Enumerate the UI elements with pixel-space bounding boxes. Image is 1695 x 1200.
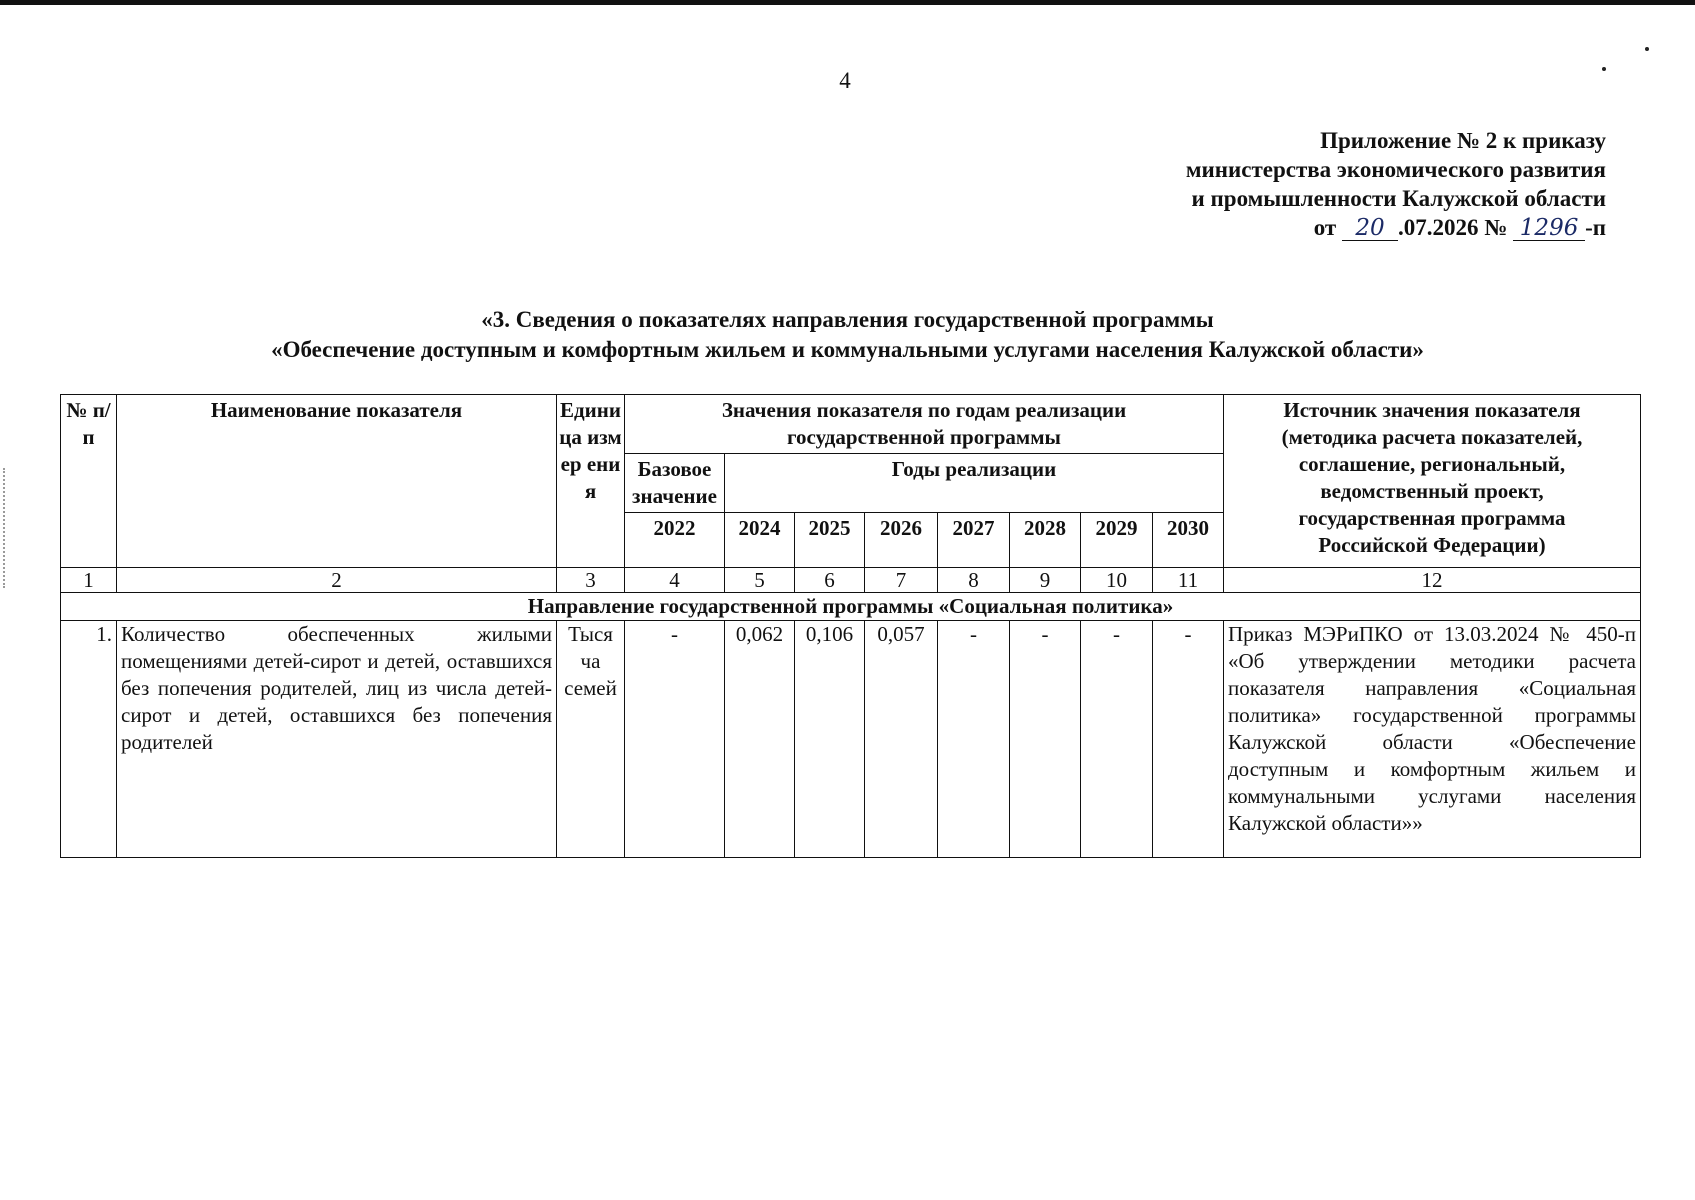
column-number: 5 [725,568,795,593]
indicator-source: Приказ МЭРиПКО от 13.03.2024 № 450-п «Об утверждении методики расчета показателя направления «Социальная политика» государственной программы Калужской области «Обеспечение доступным и комфортным жильем и коммунальными услугами населения Калужской области»» [1224,621,1641,858]
column-number: 3 [557,568,625,593]
appendix-date-prefix: от [1313,215,1337,240]
column-number: 9 [1010,568,1081,593]
header-year: 2025 [795,513,865,568]
column-number-row [61,568,1641,593]
section-title: Направление государственной программы «Социальная политика» [61,593,1641,621]
column-number: 6 [795,568,865,593]
scan-speck [1602,67,1606,71]
header-years-group: Годы реализации [725,454,1224,513]
header-unit: Едини ца измер ения [557,395,625,568]
title-line-2: «Обеспечение доступным и комфортным жильем и коммунальными услугами населения Калужской области» [271,337,1424,362]
header-year: 2029 [1081,513,1153,568]
base-value: - [625,621,725,858]
title-line-1: «3. Сведения о показателях направления государственной программы [481,307,1214,332]
column-number: 8 [938,568,1010,593]
page-number: 4 [839,68,851,93]
appendix-line-2: министерства экономического развития [1185,157,1606,182]
appendix-line-3: и промышленности Калужской области [1191,186,1606,211]
appendix-order-suffix: -п [1585,215,1606,240]
column-number: 4 [625,568,725,593]
row-number: 1. [61,621,117,858]
appendix-line-1: Приложение № 2 к приказу [1320,128,1606,153]
header-year: 2024 [725,513,795,568]
handwritten-order-number: 1296 [1513,216,1585,241]
scan-margin-marks [3,468,7,588]
header-year: 2030 [1153,513,1224,568]
value-2026: 0,057 [865,621,938,858]
handwritten-day: 20 [1342,216,1398,241]
header-row-1 [61,395,1641,454]
header-values-group: Значения показателя по годам реализации государственной программы [625,395,1224,454]
value-2024: 0,062 [725,621,795,858]
header-num: № п/п [61,395,117,568]
column-number: 1 [61,568,117,593]
appendix-date-line [1186,213,1606,242]
header-name: Наименование показателя [117,395,557,568]
column-number: 11 [1153,568,1224,593]
document-title [0,305,1695,365]
appendix-block [1186,126,1606,242]
header-base-value: Базовое значение [625,454,725,513]
header-year: 2028 [1010,513,1081,568]
column-number: 2 [117,568,557,593]
indicators-table [60,394,1641,858]
section-row [61,593,1641,621]
indicator-name: Количество обеспеченных жилыми помещениями детей-сирот и детей, оставшихся без попечения родителей, лиц из числа детей-сирот и детей, оставшихся без попечения родителей [117,621,557,858]
column-number: 12 [1224,568,1641,593]
header-base-year: 2022 [625,513,725,568]
value-2025: 0,106 [795,621,865,858]
page-top-border [0,0,1695,5]
header-year: 2026 [865,513,938,568]
value-2029: - [1081,621,1153,858]
value-2027: - [938,621,1010,858]
appendix-date-rest: .07.2026 № [1397,215,1508,240]
scan-speck [1645,47,1649,51]
column-number: 10 [1081,568,1153,593]
column-number: 7 [865,568,938,593]
unit-of-measure: Тыся ча семей [557,621,625,858]
value-2030: - [1153,621,1224,858]
header-year: 2027 [938,513,1010,568]
table-row [61,621,1641,858]
header-source: Источник значения показателя (методика расчета показателей, соглашение, региональный, ведомственный проект, государственная программа Российской Федерации) [1224,395,1641,568]
value-2028: - [1010,621,1081,858]
